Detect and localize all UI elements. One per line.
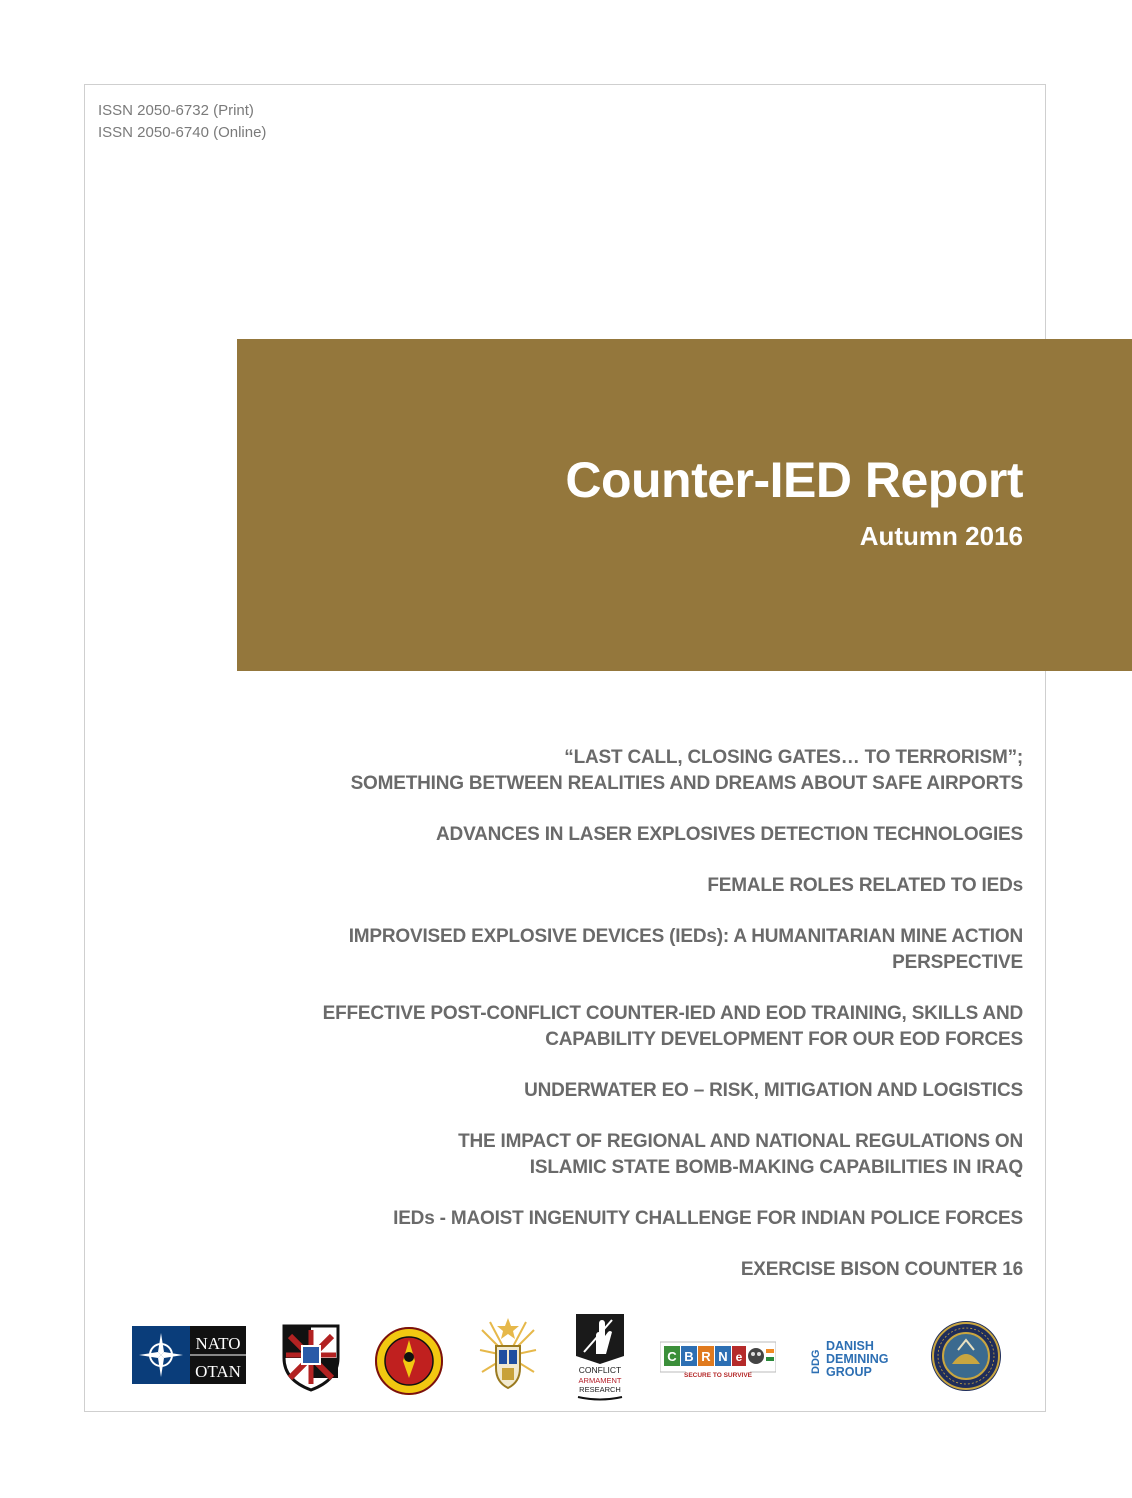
expeditionary-combat-command-seal-icon (930, 1320, 1002, 1392)
military-crest-logo (280, 1322, 342, 1397)
toc-item[interactable] (223, 745, 1023, 797)
cbrne-mask-icon (660, 1340, 776, 1380)
toc-item-line: EXERCISE BISON COUNTER 16 (740, 1259, 1023, 1280)
ddg-mark: DDG (810, 1349, 822, 1374)
royal-crest-logo (478, 1316, 538, 1403)
toc-item[interactable] (223, 822, 1023, 848)
car-text-1: CONFLICT (578, 1365, 622, 1375)
toc-item-line: UNDERWATER EO – RISK, MITIGATION AND LOGISTICS (524, 1080, 1023, 1101)
issn-online: ISSN 2050-6740 (Online) (98, 124, 267, 141)
cbrne-letter: e (735, 1350, 743, 1364)
toc-item[interactable] (223, 924, 1023, 976)
toc-item-line: THE IMPACT OF REGIONAL AND NATIONAL REGULATIONS ON (458, 1131, 1023, 1152)
ddg-text-3: GROUP (826, 1365, 872, 1379)
toc-item[interactable] (223, 1001, 1023, 1053)
ddg-text-1: DANISH (826, 1339, 874, 1353)
car-text-3: RESEARCH (579, 1385, 621, 1394)
royal-crest-icon (478, 1316, 538, 1398)
cbrne-letter: R (701, 1349, 711, 1364)
ddg-logo (810, 1336, 900, 1385)
military-crest-icon (280, 1322, 342, 1392)
report-issue: Autumn 2016 (859, 521, 1023, 551)
toc-item-line: SOMETHING BETWEEN REALITIES AND DREAMS ABOUT SAFE AIRPORTS (350, 773, 1023, 794)
eod-coe-logo (374, 1326, 444, 1401)
toc-item[interactable] (223, 1257, 1023, 1283)
toc-item-line: IEDs - MAOIST INGENUITY CHALLENGE FOR INDIAN POLICE FORCES (393, 1208, 1023, 1229)
issn-block (98, 100, 266, 144)
toc-item-line: ADVANCES IN LASER EXPLOSIVES DETECTION TECHNOLOGIES (436, 824, 1023, 845)
car-logo (572, 1312, 628, 1407)
nato-text: NATO (195, 1334, 241, 1353)
nato-logo (132, 1326, 246, 1389)
toc-item[interactable] (223, 1078, 1023, 1104)
table-of-contents (223, 745, 1023, 1308)
combat-command-seal-logo (930, 1320, 1002, 1397)
cbrne-logo (660, 1340, 776, 1385)
toc-item[interactable] (223, 1206, 1023, 1232)
toc-item-line: “LAST CALL, CLOSING GATES… TO TERRORISM”; (564, 747, 1023, 768)
partner-logos (132, 1312, 1012, 1402)
cbrne-letter: C (667, 1349, 677, 1364)
cbrne-letter: N (718, 1349, 728, 1364)
car-hand-rifle-icon (572, 1312, 628, 1402)
toc-item-line: CAPABILITY DEVELOPMENT FOR OUR EOD FORCES (545, 1029, 1023, 1050)
cbrne-tagline: SECURE TO SURVIVE (683, 1372, 753, 1379)
toc-item-line: EFFECTIVE POST-CONFLICT COUNTER-IED AND EOD TRAINING, SKILLS AND (322, 1003, 1023, 1024)
nato-compass-icon (132, 1326, 246, 1384)
toc-item[interactable] (223, 873, 1023, 899)
cbrne-letter: B (684, 1349, 694, 1364)
ddg-logo-icon (810, 1336, 900, 1380)
toc-item[interactable] (223, 1129, 1023, 1181)
ddg-text-2: DEMINING (826, 1352, 889, 1366)
otan-text: OTAN (195, 1362, 241, 1381)
report-title: Counter-IED Report (565, 452, 1023, 508)
eod-centre-of-excellence-seal-icon (374, 1326, 444, 1396)
car-text-2: ARMAMENT (578, 1376, 622, 1385)
toc-item-line: ISLAMIC STATE BOMB-MAKING CAPABILITIES IN IRAQ (529, 1157, 1023, 1178)
issn-print: ISSN 2050-6732 (Print) (98, 102, 254, 119)
toc-item-line: FEMALE ROLES RELATED TO IEDs (707, 875, 1023, 896)
toc-item-line: IMPROVISED EXPLOSIVE DEVICES (IEDs): A HUMANITARIAN MINE ACTION PERSPECTIVE (348, 926, 1023, 973)
